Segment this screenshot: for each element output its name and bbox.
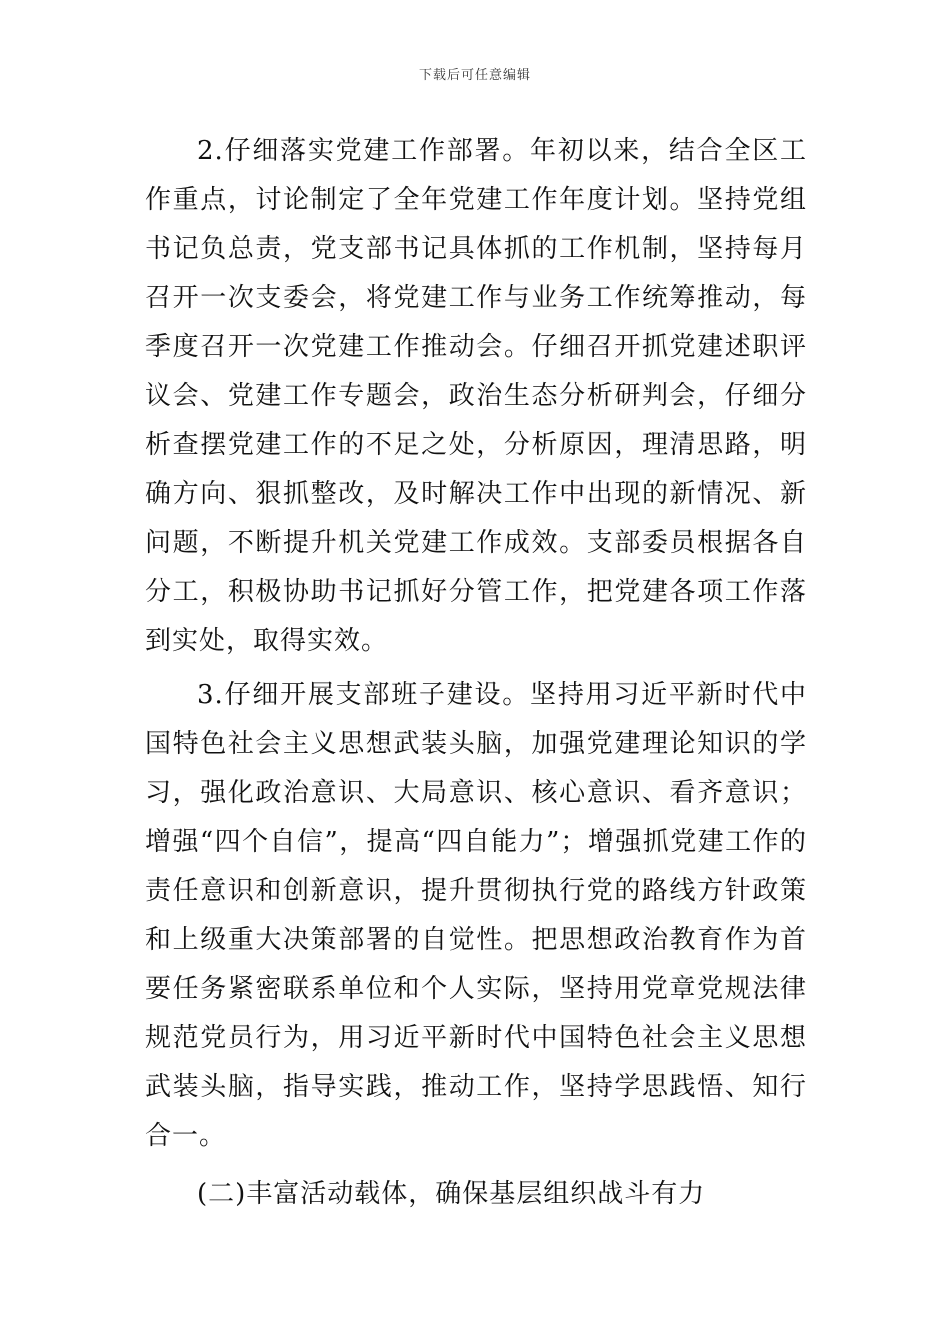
section-heading: (二)丰富活动载体，确保基层组织战斗有力 xyxy=(197,1179,706,1209)
paragraph-party-building-deployment: 2.仔细落实党建工作部署。年初以来，结合全区工作重点，讨论制定了全年党建工作年度计划。坚持党组书记负总责，党支部书记具体抓的工作机制，坚持每月召开一次支委会，将党建工作与业务工作统筹推动，每季度召开一次党建工作推动会。仔细召开抓党建述职评议会、党建工作专题会，政治生态分析研判会，仔细分析查摆党建工作的不足之处，分析原因，理清思路，明确方向、狠抓整改，及时解决工作中出现的新情况、新问题，不断提升机关党建工作成效。支部委员根据各自分工，积极协助书记抓好分管工作，把党建各项工作落到实处，取得实效。 xyxy=(145,136,807,656)
paragraph-branch-team-building: 3.仔细开展支部班子建设。坚持用习近平新时代中国特色社会主义思想武装头脑，加强党建理论知识的学习，强化政治意识、大局意识、核心意识、看齐意识；增强“四个自信”，提高“四自能力”；增强抓党建工作的责任意识和创新意识，提升贯彻执行党的路线方针政策和上级重大决策部署的自觉性。把思想政治教育作为首要任务紧密联系单位和个人实际，坚持用党章党规法律规范党员行为，用习近平新时代中国特色社会主义思想武装头脑，指导实践，推动工作，坚持学思践悟、知行合一。 xyxy=(145,680,807,1151)
header-note: 下载后可任意编辑 xyxy=(418,68,531,83)
